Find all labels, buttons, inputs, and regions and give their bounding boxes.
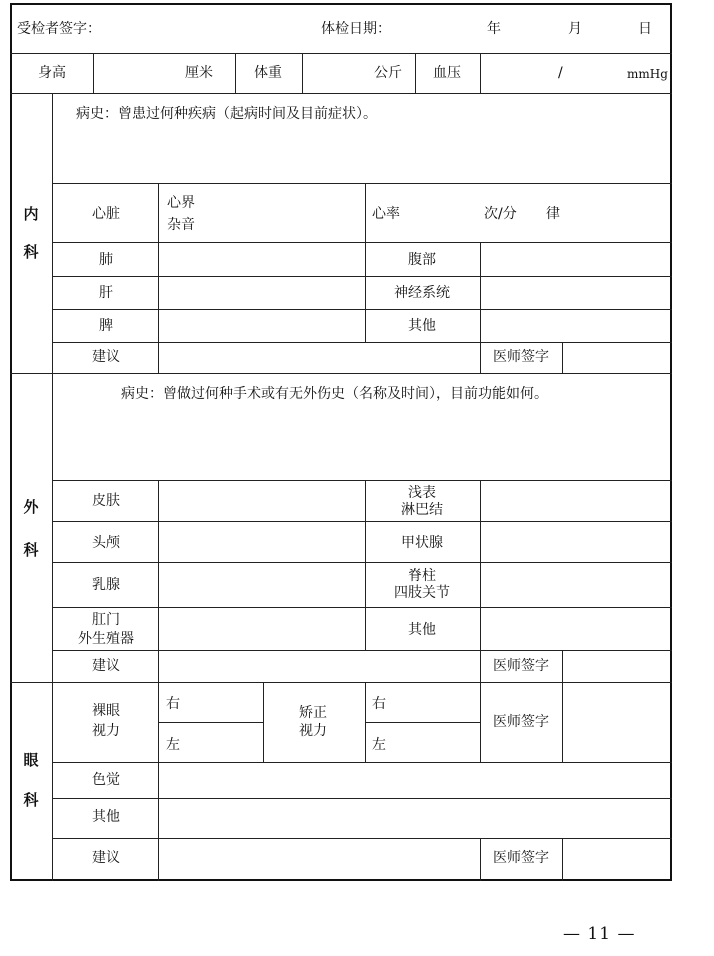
divider [235,53,236,93]
height-field[interactable] [95,55,180,91]
heart-label: 心脏 [92,206,120,222]
weight-label: 体重 [254,65,282,81]
divider [158,480,159,682]
heart-border-murmur-field[interactable] [205,185,360,240]
liver-field[interactable] [160,278,363,307]
nervous-system-label: 神经系统 [394,285,450,301]
divider [415,53,416,93]
naked-vision-right-field[interactable] [185,684,261,720]
skull-label: 头颅 [92,535,120,551]
rhythm-label: 律 [546,206,560,222]
corrected-right-label: 右 [372,696,386,712]
eye-other-label: 其他 [92,809,120,825]
naked-left-label: 左 [166,737,180,753]
divider [562,838,563,881]
vision-doctor-signature-label: 医师签字 [493,714,549,730]
exam-date-label: 体检日期： [321,21,391,37]
eye-doctor-signature-label: 医师签字 [493,850,549,866]
abdomen-label: 腹部 [408,252,436,268]
heart-border-label: 心界 [167,195,195,211]
divider [52,838,672,839]
internal-other-label: 其他 [408,318,436,334]
bp-unit: mmHg [627,67,668,81]
skin-field[interactable] [160,482,363,519]
divider [480,53,481,93]
vision-doctor-signature-field[interactable] [564,684,670,760]
heart-rate-unit: 次/分 [484,206,517,222]
naked-vision-label-line-1: 裸眼 [92,703,120,719]
internal-doctor-signature-field[interactable] [564,344,670,371]
eye-doctor-signature-field[interactable] [564,840,670,879]
anus-label-line-1: 肛门 [92,612,120,628]
breast-field[interactable] [160,564,363,605]
breast-label: 乳腺 [92,577,120,593]
lymph-node-label-line-1: 浅表 [408,485,436,501]
divider [52,480,672,481]
divider [562,650,563,682]
divider [52,242,672,243]
color-vision-label: 色觉 [92,772,120,788]
blood-pressure-label: 血压 [433,65,461,81]
year-label: 年 [487,21,501,37]
divider [158,722,263,723]
bp-separator: / [558,65,563,81]
examinee-signature-label: 受检者签字： [17,21,101,37]
corrected-vision-label-line-1: 矫正 [299,705,327,721]
corrected-left-label: 左 [372,737,386,753]
naked-vision-label-line-2: 视力 [92,723,120,739]
divider [158,183,159,373]
divider [52,762,672,763]
weight-unit: 公斤 [374,65,402,81]
page-number: — 11 — [563,924,636,944]
divider [52,276,672,277]
dept-eye-char-1: 眼 [23,751,39,769]
height-unit: 厘米 [185,65,213,81]
spine-limbs-field[interactable] [482,564,670,605]
dept-surgery-char-1: 外 [23,498,39,516]
divider [10,682,672,683]
exam-date-field[interactable] [400,8,662,50]
divider [52,521,672,522]
divider [10,93,672,94]
divider [52,309,672,310]
lymph-node-field[interactable] [482,482,670,519]
surgery-advice-label: 建议 [92,658,120,674]
liver-label: 肝 [99,285,113,301]
divider [52,650,672,651]
internal-history-prompt: 病史：曾患过何种疾病（起病时间及目前症状）。 [76,106,377,122]
height-label: 身高 [38,65,66,81]
internal-other-field[interactable] [482,311,670,340]
divider [365,682,366,762]
divider [52,562,672,563]
heart-rate-label: 心率 [372,206,400,222]
internal-history-field[interactable] [54,126,670,181]
surgery-history-field[interactable] [54,406,670,478]
surgery-doctor-signature-label: 医师签字 [493,658,549,674]
nervous-system-field[interactable] [482,278,670,307]
color-vision-field[interactable] [160,764,670,796]
surgery-advice-field[interactable] [160,652,478,680]
skull-field[interactable] [160,523,363,560]
divider [480,682,481,762]
surgery-other-field[interactable] [482,609,670,648]
naked-right-label: 右 [166,696,180,712]
lymph-node-label-line-2: 淋巴结 [401,502,443,518]
blood-pressure-field[interactable] [482,55,622,91]
anus-label-line-2: 外生殖器 [78,631,134,647]
eye-other-field[interactable] [160,800,670,836]
day-label: 日 [638,21,652,37]
anus-genitalia-field[interactable] [160,609,363,648]
divider [365,722,480,723]
naked-vision-left-field[interactable] [185,724,261,760]
divider [10,53,672,54]
divider [365,183,366,342]
internal-advice-field[interactable] [160,344,478,371]
divider [52,798,672,799]
divider [562,682,563,762]
dept-internal-char-2: 科 [23,243,39,261]
corrected-vision-left-field[interactable] [390,724,478,760]
spleen-label: 脾 [99,318,113,334]
divider [263,682,264,762]
eye-advice-label: 建议 [92,850,120,866]
eye-advice-field[interactable] [160,840,478,879]
internal-doctor-signature-label: 医师签字 [493,349,549,365]
divider [10,373,672,374]
thyroid-field[interactable] [482,523,670,560]
lung-field[interactable] [160,244,363,274]
thyroid-label: 甲状腺 [401,535,443,551]
spine-label-line-1: 脊柱 [408,568,436,584]
divider [52,342,672,343]
divider [480,838,481,881]
lung-label: 肺 [99,252,113,268]
divider [158,682,159,881]
corrected-vision-right-field[interactable] [390,684,478,720]
month-label: 月 [568,21,582,37]
divider [52,183,672,184]
examinee-signature-field[interactable] [120,8,310,50]
surgery-other-label: 其他 [408,622,436,638]
divider [302,53,303,93]
divider [52,607,672,608]
weight-field[interactable] [304,55,369,91]
spleen-field[interactable] [160,311,363,340]
corrected-vision-label-line-2: 视力 [299,723,327,739]
heart-murmur-label: 杂音 [167,217,195,233]
heart-rate-field[interactable] [405,185,480,240]
surgery-history-prompt: 病史：曾做过何种手术或有无外伤史（名称及时间），目前功能如何。 [121,386,548,402]
internal-advice-label: 建议 [92,349,120,365]
divider [52,93,53,881]
divider [480,480,481,682]
abdomen-field[interactable] [482,244,670,274]
dept-internal-char-1: 内 [23,205,39,223]
divider [480,242,481,373]
dept-eye-char-2: 科 [23,791,39,809]
rhythm-field[interactable] [565,185,670,240]
skin-label: 皮肤 [92,493,120,509]
spine-label-line-2: 四肢关节 [394,585,450,601]
divider [93,53,94,93]
divider [562,342,563,373]
divider [365,480,366,650]
dept-surgery-char-2: 科 [23,541,39,559]
surgery-doctor-signature-field[interactable] [564,652,670,680]
